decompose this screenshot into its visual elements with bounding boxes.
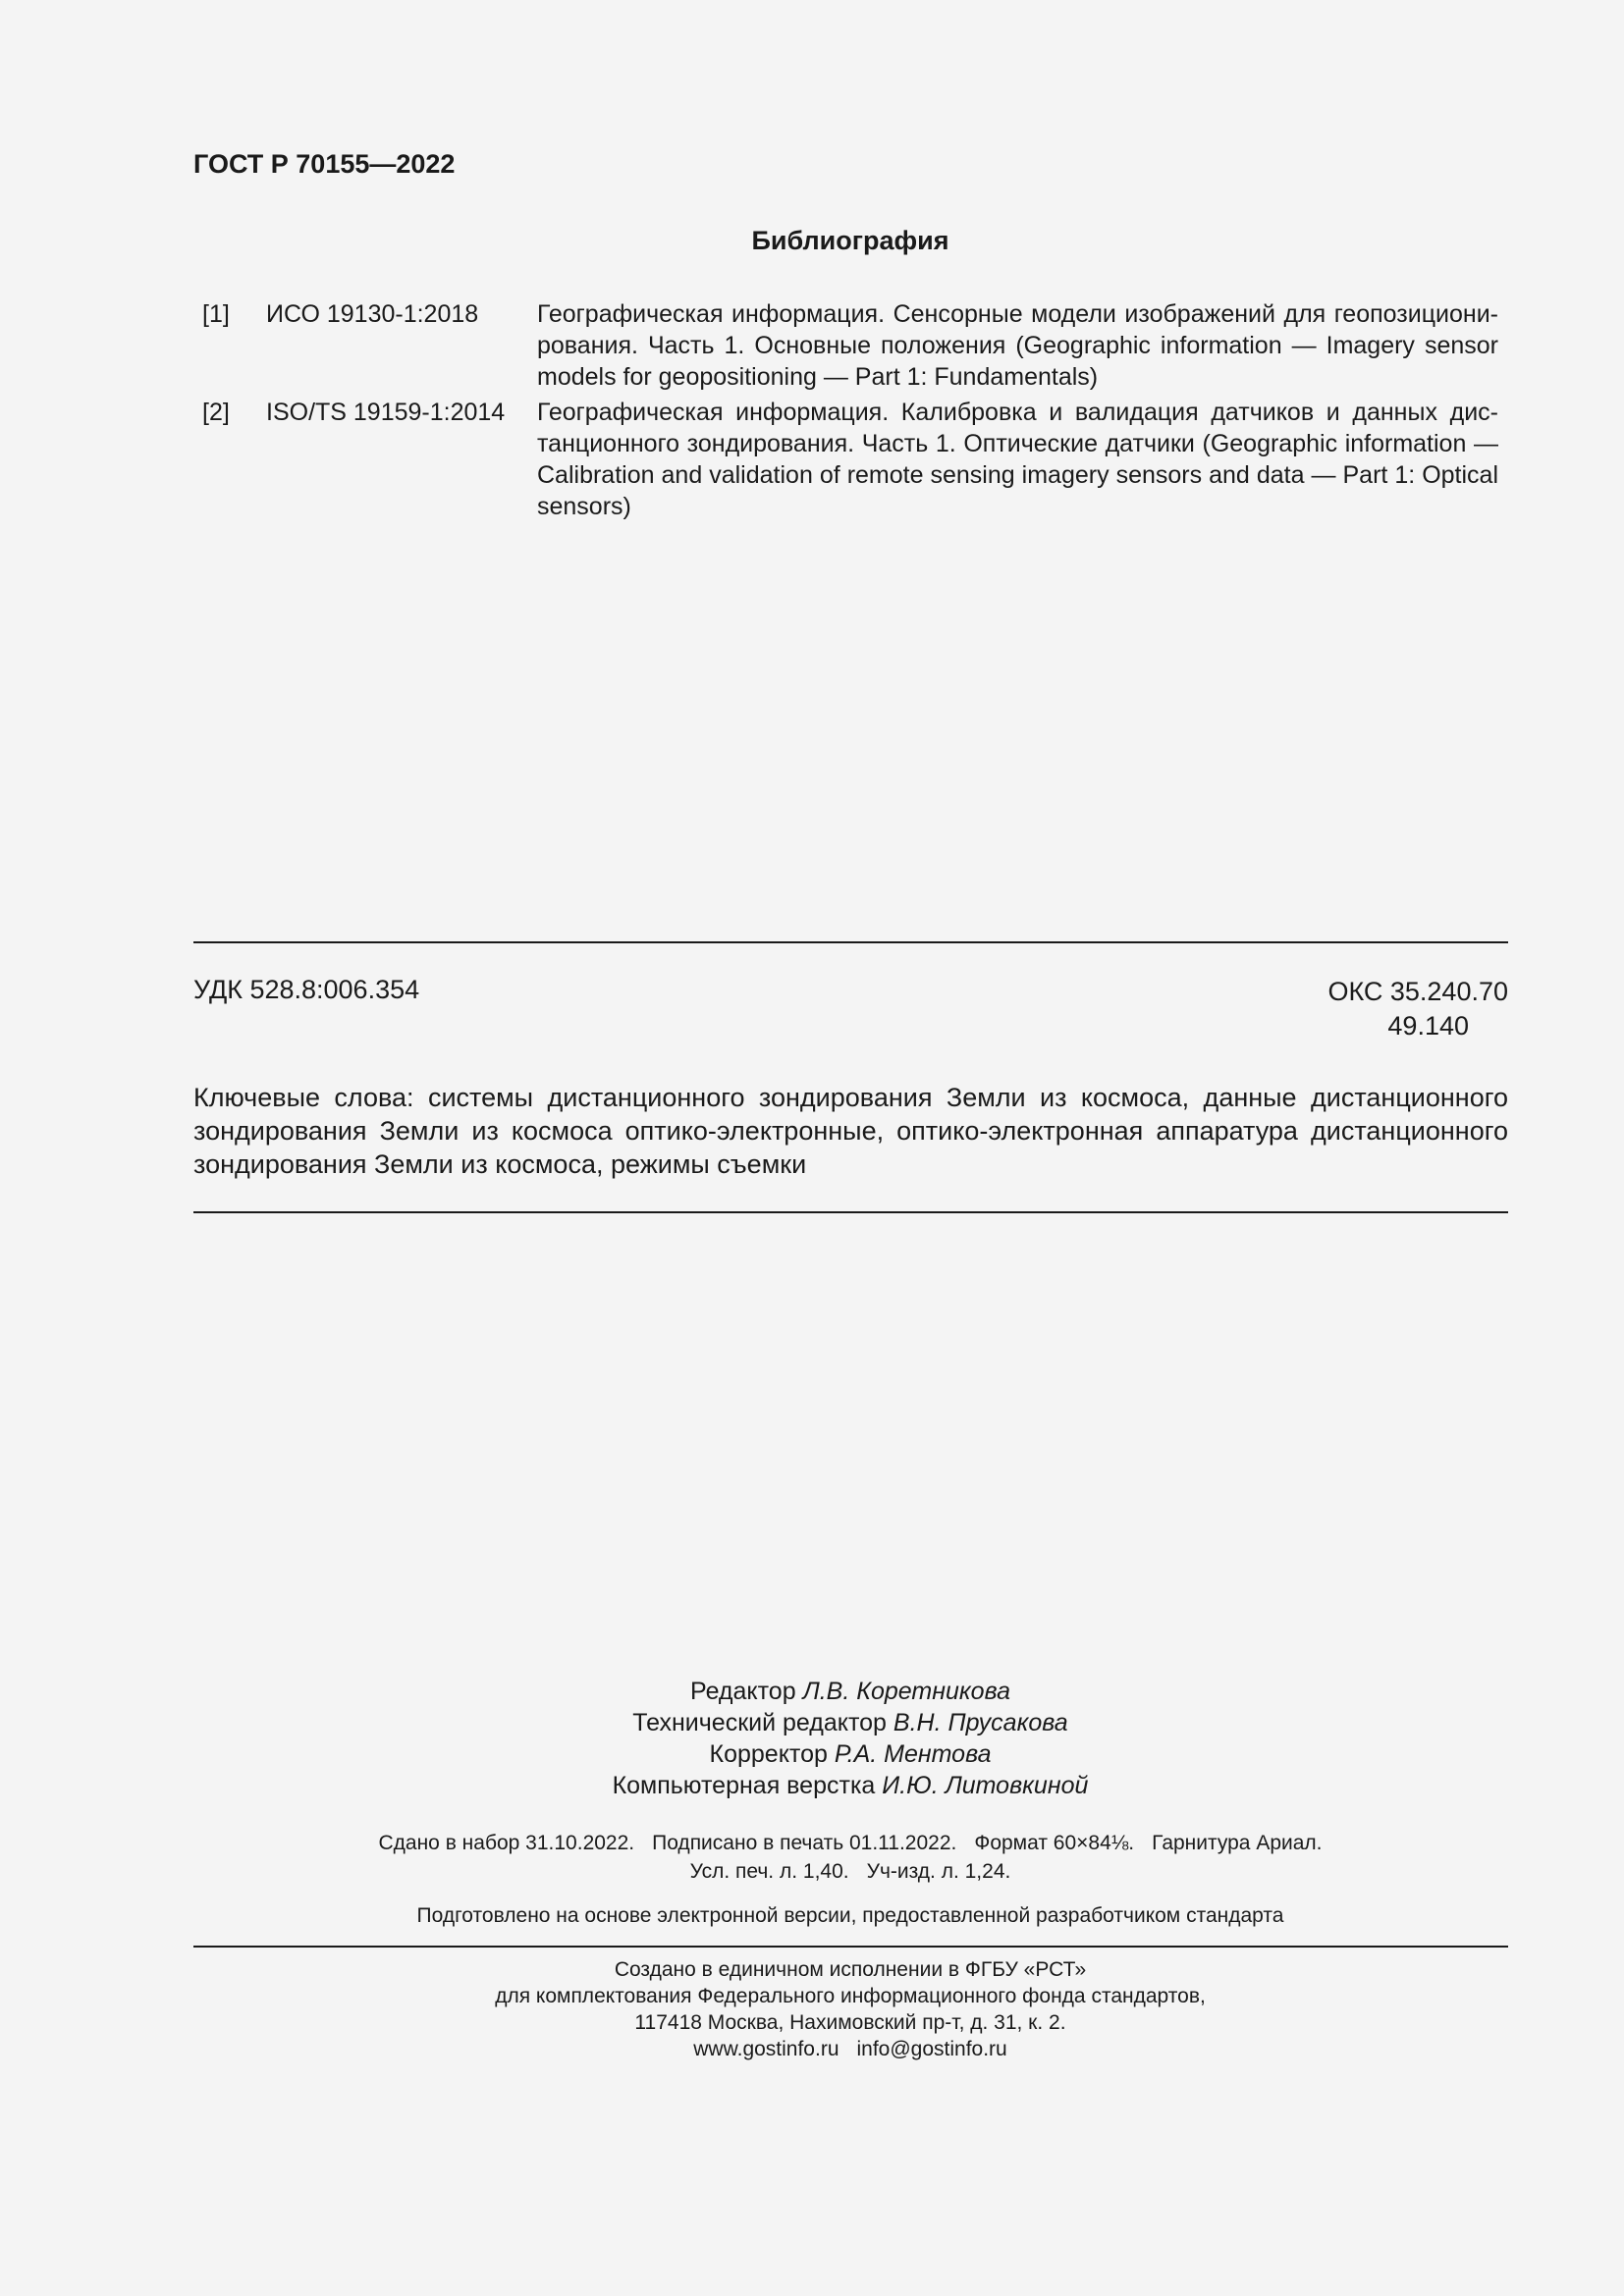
divider bbox=[193, 1211, 1508, 1213]
bibliography-entry-code: ИСО 19130-1:2018 bbox=[266, 300, 479, 328]
text-line: sensors) bbox=[537, 493, 631, 520]
publication-info-line bbox=[0, 1857, 1624, 1886]
divider bbox=[193, 1946, 1508, 1948]
email-link[interactable]: info@gostinfo.ru bbox=[856, 2038, 1007, 2060]
bibliography-title: Библиография bbox=[751, 226, 949, 255]
credit-editor bbox=[0, 1676, 1624, 1707]
credit-name: И.Ю. Литовкиной bbox=[882, 1772, 1089, 1799]
credit-proofreader bbox=[0, 1738, 1624, 1770]
footer bbox=[0, 1956, 1624, 2062]
credit-name: Л.В. Коретникова bbox=[802, 1678, 1010, 1705]
keywords-line: Ключевые слова: системы дистанционного зондирования Земли из космоса, данные дистанционного bbox=[193, 1083, 1508, 1112]
text-line: Calibration and validation of remote sensing imagery sensors and data — Part 1: Optical bbox=[537, 461, 1498, 489]
document-id: ГОСТ Р 70155—2022 bbox=[193, 149, 456, 179]
bibliography-entry-text bbox=[537, 298, 1498, 393]
prepared-note: Подготовлено на основе электронной версии, предоставленной разработчиком стандарта bbox=[416, 1904, 1284, 1927]
udk-code: УДК 528.8:006.354 bbox=[193, 975, 420, 1004]
keywords-line: зондирования Земли из космоса оптико-электронные, оптико-электронная аппаратура дистанционного bbox=[193, 1116, 1508, 1146]
divider bbox=[193, 941, 1508, 943]
credit-role: Технический редактор bbox=[632, 1709, 887, 1736]
text-line: Географическая информация. Сенсорные модели изображений для геопозициони- bbox=[537, 300, 1498, 328]
paper-format: Формат 60×84⅛. bbox=[974, 1832, 1135, 1854]
credit-role: Компьютерная верстка bbox=[612, 1772, 876, 1799]
typeface: Гарнитура Ариал. bbox=[1152, 1832, 1323, 1854]
oks-code-primary: ОКС 35.240.70 bbox=[1327, 977, 1508, 1006]
edit-sheets: Уч-изд. л. 1,24. bbox=[866, 1860, 1011, 1883]
text-line: models for geopositioning — Part 1: Fundamentals) bbox=[537, 363, 1099, 391]
bibliography-entry-number: [1] bbox=[202, 300, 230, 328]
submitted-date: Сдано в набор 31.10.2022. bbox=[378, 1832, 635, 1854]
publication-info bbox=[0, 1829, 1624, 1886]
footer-line: для комплектования Федерального информационного фонда стандартов, bbox=[495, 1985, 1206, 2007]
footer-contacts bbox=[0, 2036, 1624, 2062]
bibliography-entry-code: ISO/TS 19159-1:2014 bbox=[266, 399, 506, 426]
print-sheets: Усл. печ. л. 1,40. bbox=[689, 1860, 849, 1883]
credit-role: Редактор bbox=[690, 1678, 796, 1705]
bibliography-entry-number: [2] bbox=[202, 399, 230, 426]
credit-tech-editor bbox=[0, 1707, 1624, 1738]
credit-name: В.Н. Прусакова bbox=[893, 1709, 1068, 1736]
text-line: Географическая информация. Калибровка и валидация датчиков и данных дис- bbox=[537, 399, 1498, 426]
keywords-line: зондирования Земли из космоса, режимы съемки bbox=[193, 1149, 807, 1179]
credit-role: Корректор bbox=[709, 1740, 828, 1768]
credit-name: Р.А. Ментова bbox=[834, 1740, 992, 1768]
keywords bbox=[193, 1081, 1508, 1181]
publication-info-line bbox=[0, 1829, 1624, 1857]
text-line: рования. Часть 1. Основные положения (Geographic information — Imagery sensor bbox=[537, 332, 1498, 359]
footer-line: 117418 Москва, Нахимовский пр-т, д. 31, к. 2. bbox=[634, 2011, 1066, 2034]
oks-code-secondary: 49.140 bbox=[1387, 1011, 1469, 1041]
text-line: танционного зондирования. Часть 1. Оптические датчики (Geographic information — bbox=[537, 430, 1498, 457]
signed-date: Подписано в печать 01.11.2022. bbox=[652, 1832, 957, 1854]
bibliography-entry-text bbox=[537, 397, 1498, 522]
website-link[interactable]: www.gostinfo.ru bbox=[693, 2038, 839, 2060]
oks-codes bbox=[1178, 975, 1508, 1043]
footer-line: Создано в единичном исполнении в ФГБУ «РСТ» bbox=[614, 1958, 1087, 1981]
credit-layout bbox=[0, 1770, 1624, 1801]
credits bbox=[0, 1676, 1624, 1801]
